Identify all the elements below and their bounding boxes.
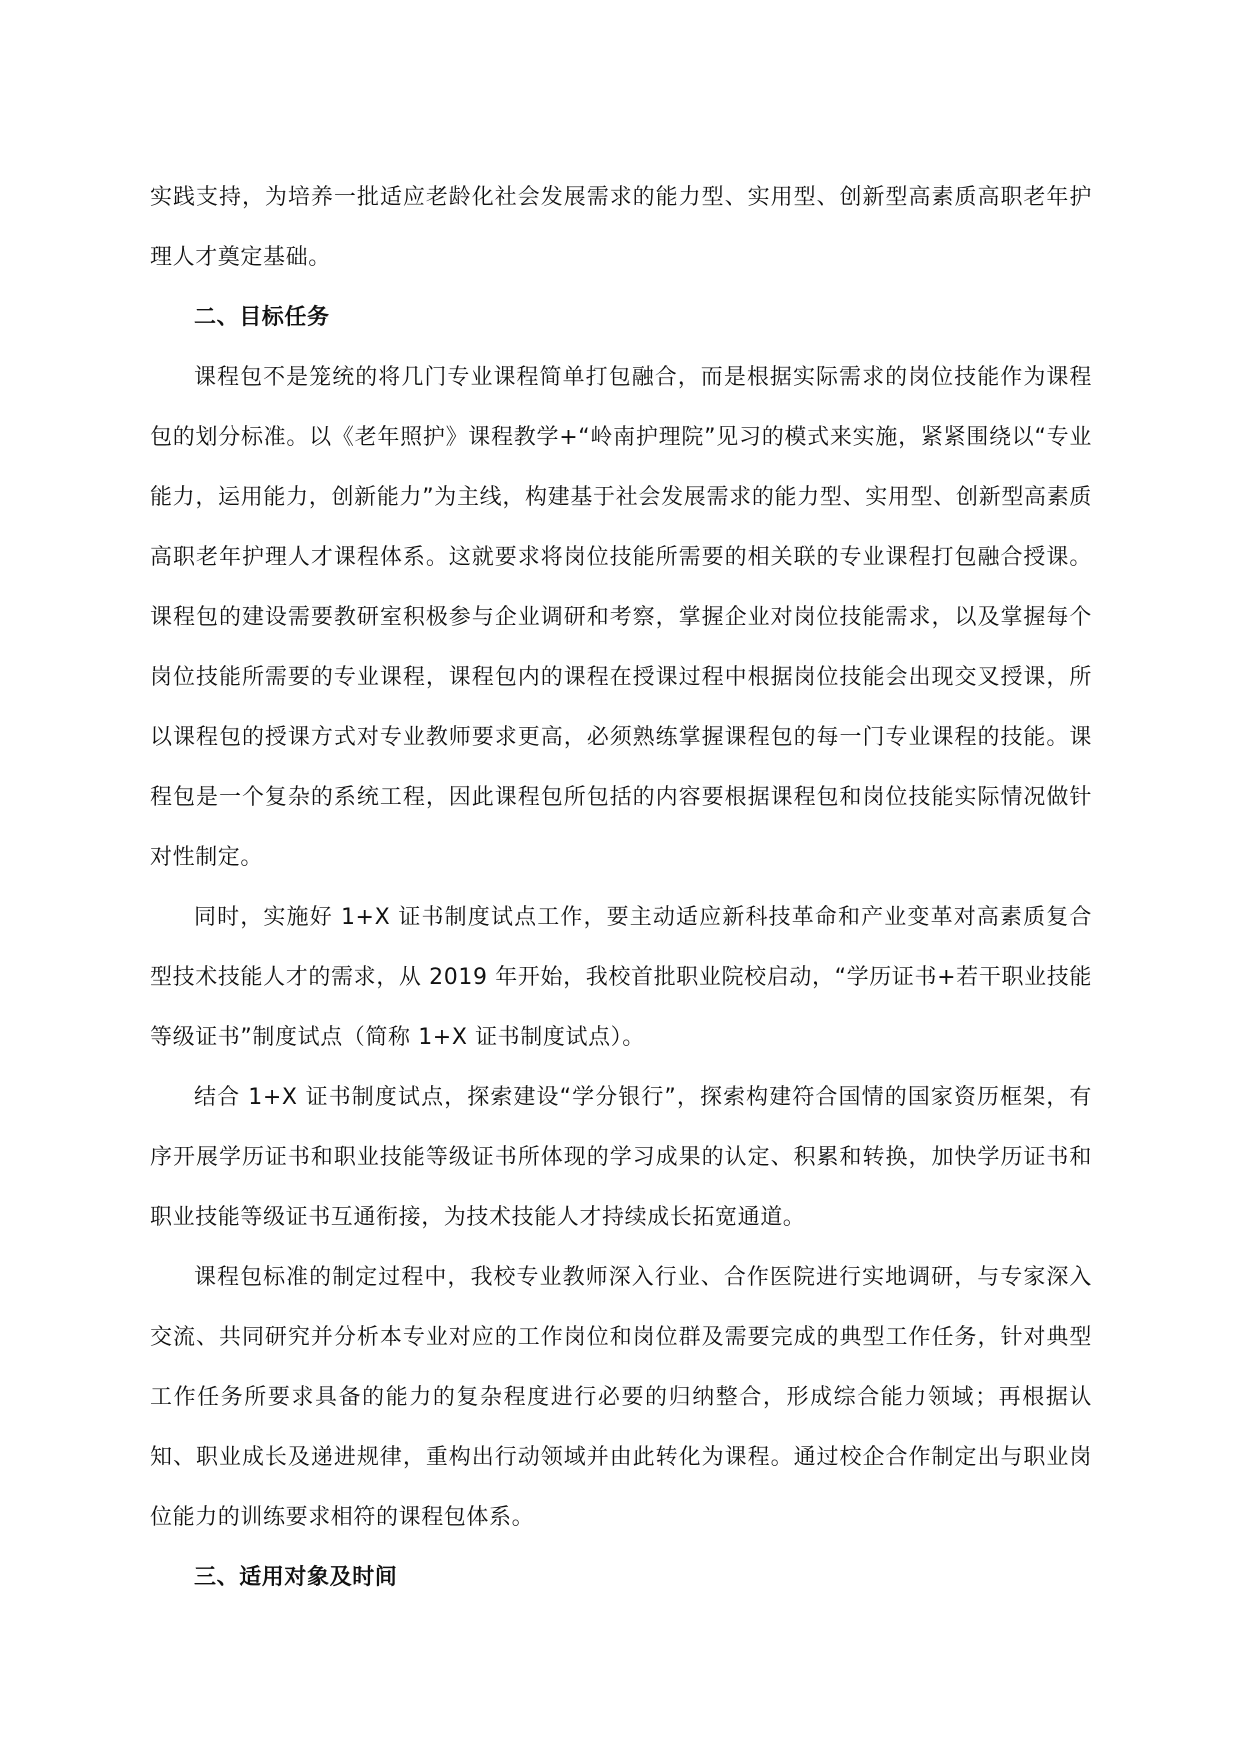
section-heading-goals: 二、目标任务: [194, 305, 330, 330]
paragraph-standard-making: 课程包标准的制定过程中，我校专业教师深入行业、合作医院进行实地调研，与专家深入交流、共同研究并分析本专业对应的工作岗位和岗位群及需要完成的典型工作任务，针对典型工作任务所要求具备的能力的复杂程度进行必要的归纳整合，形成综合能力领域；再根据认知、职业成长及递进规律，重构出行动领域并由此转化为课程。通过校企合作制定出与职业岗位能力的训练要求相符的课程包体系。: [150, 1265, 1092, 1530]
document-body: [150, 168, 1092, 1608]
paragraph-1x-certificate: 同时，实施好 1+X 证书制度试点工作，要主动适应新科技革命和产业变革对高素质复合型技术技能人才的需求，从 2019 年开始，我校首批职业院校启动，“学历证书+若干职业技能等级证书”制度试点（简称 1+X 证书制度试点）。: [150, 905, 1092, 1050]
paragraph-course-package: 课程包不是笼统的将几门专业课程简单打包融合，而是根据实际需求的岗位技能作为课程包的划分标准。以《老年照护》课程教学+“岭南护理院”见习的模式来实施，紧紧围绕以“专业能力，运用能力，创新能力”为主线，构建基于社会发展需求的能力型、实用型、创新型高素质高职老年护理人才课程体系。这就要求将岗位技能所需要的相关联的专业课程打包融合授课。课程包的建设需要教研室积极参与企业调研和考察，掌握企业对岗位技能需求，以及掌握每个岗位技能所需要的专业课程，课程包内的课程在授课过程中根据岗位技能会出现交叉授课，所以课程包的授课方式对专业教师要求更高，必须熟练掌握课程包的每一门专业课程的技能。课程包是一个复杂的系统工程，因此课程包所包括的内容要根据课程包和岗位技能实际情况做针对性制定。: [150, 365, 1092, 870]
paragraph-credit-bank: 结合 1+X 证书制度试点，探索建设“学分银行”，探索构建符合国情的国家资历框架，有序开展学历证书和职业技能等级证书所体现的学习成果的认定、积累和转换，加快学历证书和职业技能等级证书互通衔接，为技术技能人才持续成长拓宽通道。: [150, 1085, 1092, 1230]
section-heading-applicable-objects: 三、适用对象及时间: [194, 1565, 398, 1590]
continued-paragraph: 实践支持，为培养一批适应老龄化社会发展需求的能力型、实用型、创新型高素质高职老年护理人才奠定基础。: [150, 185, 1092, 270]
